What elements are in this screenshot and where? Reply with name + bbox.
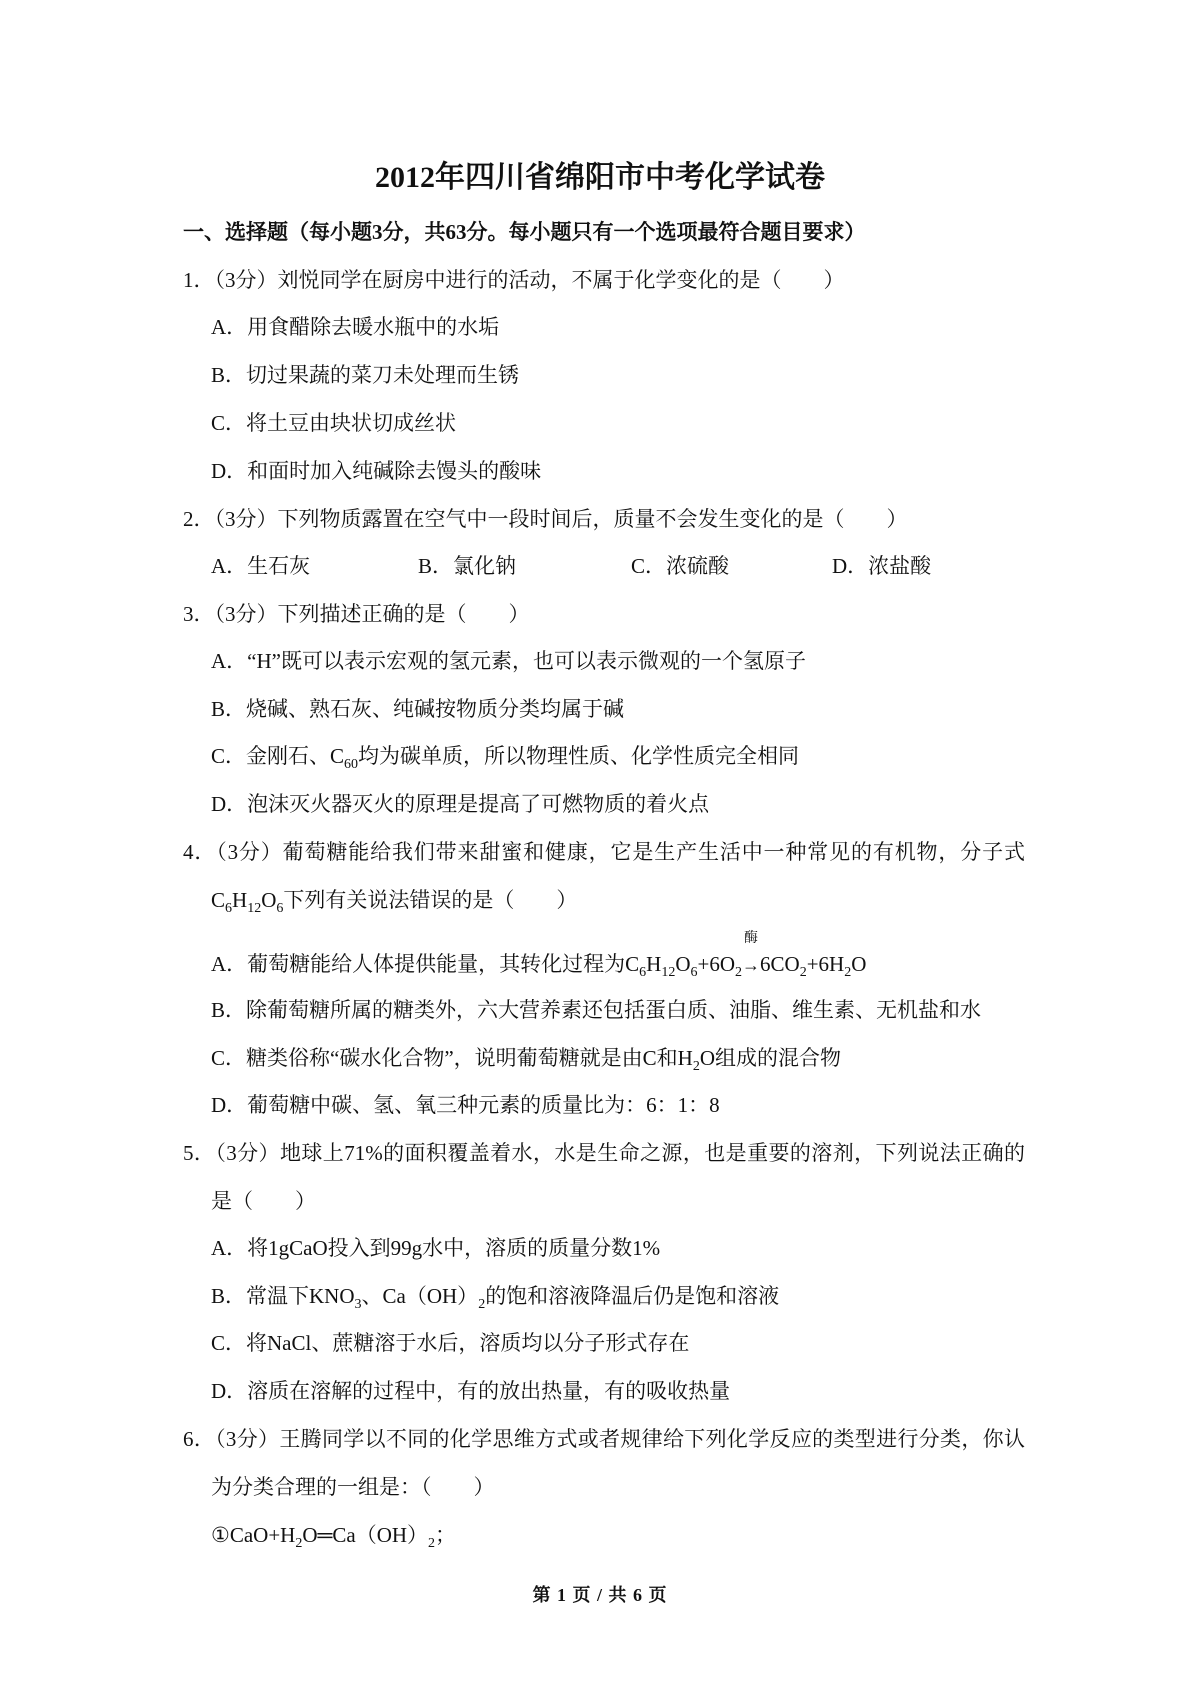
formula-text: ①CaO+H <box>211 1523 296 1547</box>
question-4-option-c <box>211 1043 841 1073</box>
formula-text: O <box>261 888 277 912</box>
option-text: 、Ca（OH） <box>361 1284 479 1308</box>
subscript: 2 <box>478 1297 486 1312</box>
question-3-option-d: D．泡沫灭火器灭火的原理是提高了可燃物质的着火点 <box>211 792 710 816</box>
option-text: A．葡萄糖能给人体提供能量，其转化过程为C <box>211 952 640 976</box>
page-footer: 第 1 页 / 共 6 页 <box>532 1585 668 1605</box>
question-4-stem-line-1: 4．（3分）葡萄糖能给我们带来甜蜜和健康，它是生产生活中一种常见的有机物，分子式 <box>183 840 1025 864</box>
formula-text: O <box>675 952 691 976</box>
question-2-option-d: D．浓盐酸 <box>832 554 932 578</box>
question-4-stem-line-2 <box>211 885 577 915</box>
section-heading: 一、选择题（每小题3分，共63分。每小题只有一个选项最符合题目要求） <box>183 220 866 244</box>
subscript: 2 <box>295 1536 303 1551</box>
subscript: 3 <box>354 1297 362 1312</box>
question-1-stem: 1．（3分）刘悦同学在厨房中进行的活动，不属于化学变化的是（ ） <box>183 268 845 292</box>
subscript: 6 <box>225 901 233 916</box>
question-6-stem-line-1: 6．（3分）王腾同学以不同的化学思维方式或者规律给下列化学反应的类型进行分类，你认 <box>183 1427 1025 1451</box>
question-4-option-a <box>211 931 867 980</box>
question-2-option-a: A．生石灰 <box>211 554 311 578</box>
option-text: C．糖类俗称“碳水化合物”，说明葡萄糖就是由C和H <box>211 1046 693 1070</box>
question-5-option-d: D．溶质在溶解的过程中，有的放出热量，有的吸收热量 <box>211 1379 731 1403</box>
subscript: 6 <box>690 965 698 980</box>
question-2-option-b: B．氯化钠 <box>418 554 517 578</box>
subscript: 2 <box>799 965 807 980</box>
question-3-stem: 3．（3分）下列描述正确的是（ ） <box>183 602 530 626</box>
option-text: O组成的混合物 <box>699 1046 841 1070</box>
question-6-stem-line-2: 为分类合理的一组是：（ ） <box>211 1475 495 1499</box>
subscript: 60 <box>344 757 359 772</box>
question-5-option-b <box>211 1281 779 1311</box>
formula-text: H <box>232 888 248 912</box>
subscript: 2 <box>428 1536 436 1551</box>
stem-text: 下列有关说法错误的是（ ） <box>283 888 578 912</box>
question-3-option-b: B．烧碱、熟石灰、纯碱按物质分类均属于碱 <box>211 697 625 721</box>
question-2-stem: 2．（3分）下列物质露置在空气中一段时间后，质量不会发生变化的是（ ） <box>183 507 908 531</box>
reaction-arrow-symbol: → <box>742 955 761 975</box>
reaction-condition: 酶 <box>744 931 759 946</box>
question-1-option-b: B．切过果蔬的菜刀未处理而生锈 <box>211 363 520 387</box>
reaction-arrow <box>742 931 761 980</box>
subscript: 6 <box>276 901 284 916</box>
page-title: 2012年四川省绵阳市中考化学试卷 <box>375 161 825 194</box>
question-3-option-c <box>211 741 799 771</box>
subscript: 2 <box>692 1059 700 1074</box>
question-1-option-d: D．和面时加入纯碱除去馒头的酸味 <box>211 459 542 483</box>
formula-text: ； <box>435 1523 457 1547</box>
subscript: 2 <box>844 965 852 980</box>
formula-text: C <box>211 888 226 912</box>
question-5-stem-line-1: 5．（3分）地球上71%的面积覆盖着水，水是生命之源，也是重要的溶剂，下列说法正确的 <box>183 1141 1025 1165</box>
question-5-option-a: A．将1gCaO投入到99g水中，溶质的质量分数1% <box>211 1236 661 1260</box>
question-6-reaction-1 <box>211 1520 456 1550</box>
question-1-option-a: A．用食醋除去暖水瓶中的水垢 <box>211 315 500 339</box>
subscript: 6 <box>639 965 647 980</box>
formula-text: O═Ca（OH） <box>302 1523 429 1547</box>
question-4-option-b: B．除葡萄糖所属的糖类外，六大营养素还包括蛋白质、油脂、维生素、无机盐和水 <box>211 998 982 1022</box>
option-text: B．常温下KNO <box>211 1284 355 1308</box>
option-text: 均为碳单质，所以物理性质、化学性质完全相同 <box>358 744 800 768</box>
question-2-option-c: C．浓硫酸 <box>631 554 730 578</box>
question-4-option-d: D．葡萄糖中碳、氢、氧三种元素的质量比为：6：1：8 <box>211 1093 720 1117</box>
formula-text: +6H <box>806 952 845 976</box>
formula-text: O <box>851 952 867 976</box>
subscript: 12 <box>661 965 676 980</box>
option-text: 的饱和溶液降温后仍是饱和溶液 <box>485 1284 780 1308</box>
question-3-option-a: A．“H”既可以表示宏观的氢元素，也可以表示微观的一个氢原子 <box>211 649 806 673</box>
option-text: C．金刚石、C <box>211 744 345 768</box>
formula-text: 6CO <box>760 952 800 976</box>
question-1-option-c: C．将土豆由块状切成丝状 <box>211 411 457 435</box>
formula-text: +6O <box>697 952 736 976</box>
question-5-stem-line-2: 是（ ） <box>211 1189 316 1213</box>
subscript: 2 <box>735 965 743 980</box>
subscript: 12 <box>247 901 262 916</box>
formula-text: H <box>646 952 662 976</box>
question-5-option-c: C．将NaCl、蔗糖溶于水后，溶质均以分子形式存在 <box>211 1331 690 1355</box>
